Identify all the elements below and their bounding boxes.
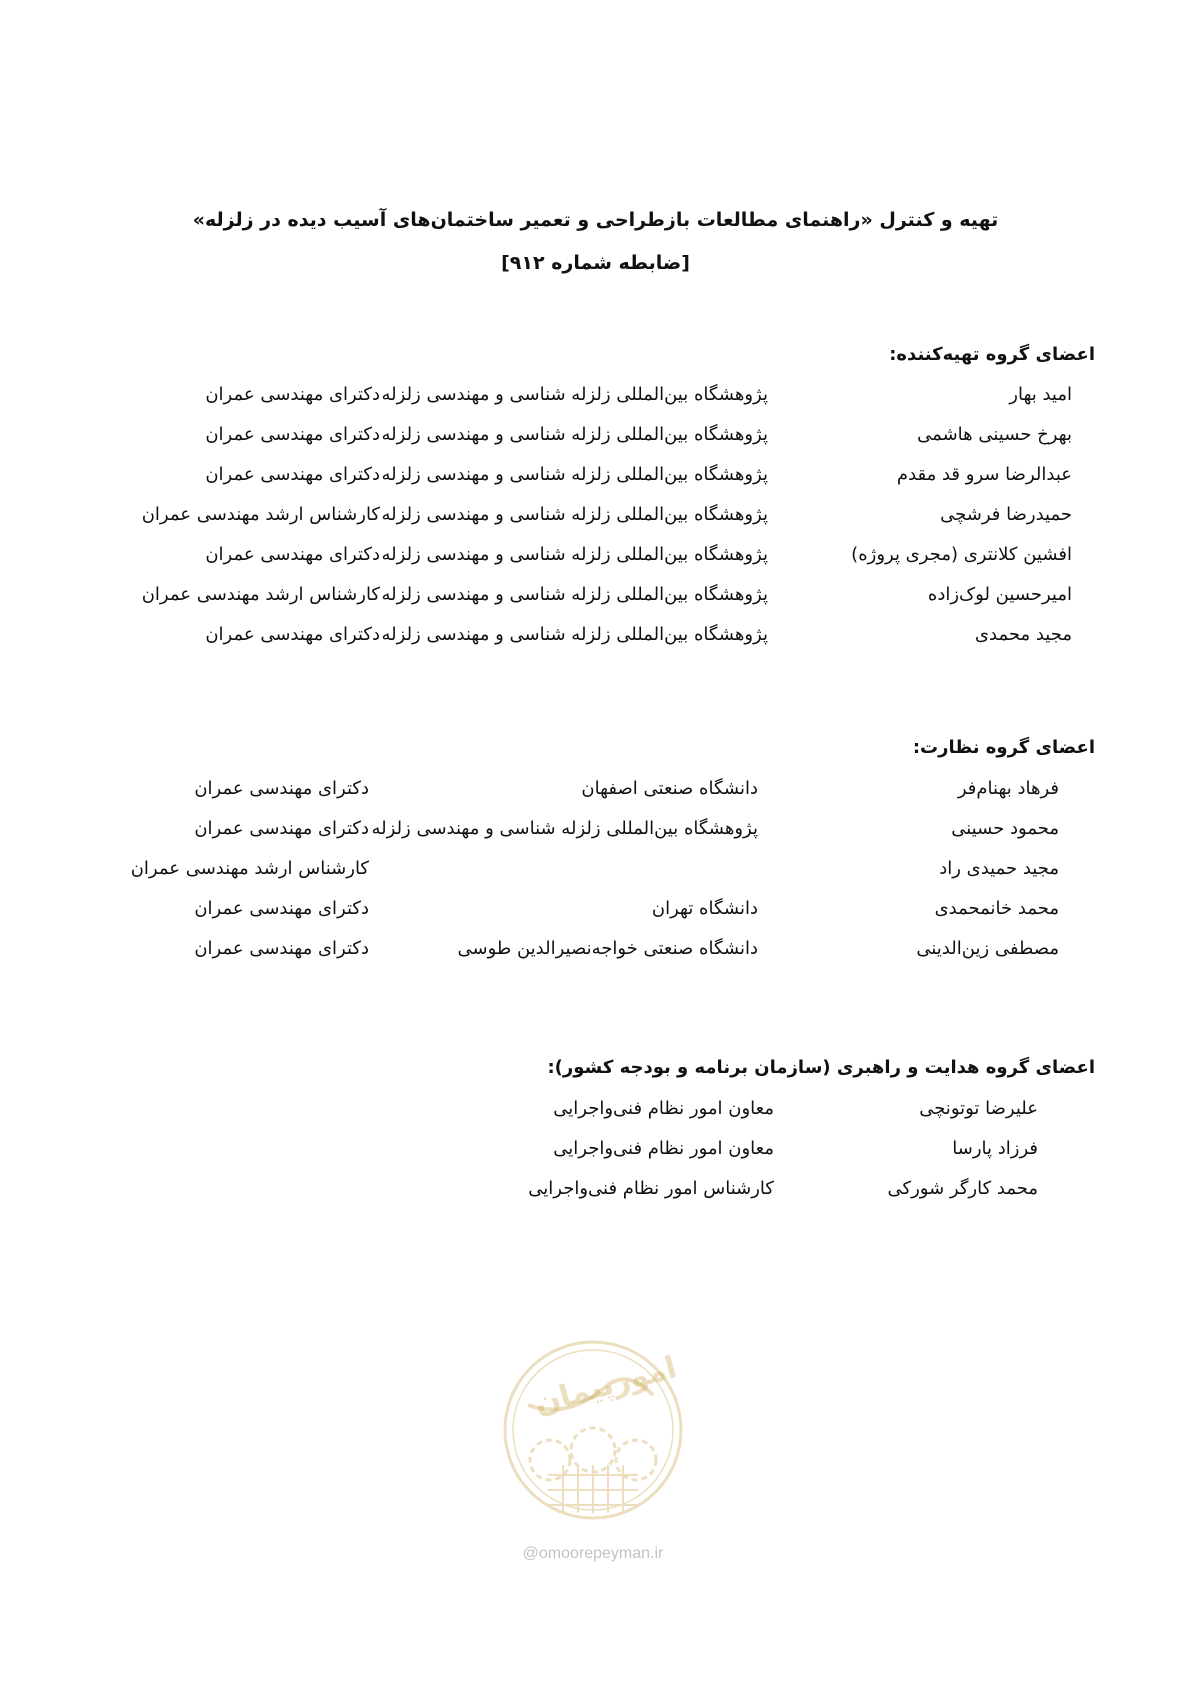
member-name: محمد خانمحمدی: [934, 898, 1059, 919]
member-degree: دکترای مهندسی عمران: [194, 898, 369, 919]
member-organization: دانشگاه تهران: [651, 898, 758, 919]
member-organization: پژوهشگاه بین‌المللی زلزله شناسی و مهندسی زلزله: [371, 818, 758, 839]
member-degree: دکترای مهندسی عمران: [194, 778, 369, 799]
member-name: فرزاد پارسا: [952, 1138, 1038, 1159]
member-name: مجید محمدی: [974, 624, 1072, 645]
member-name: فرهاد بهنام‌فر: [957, 778, 1059, 799]
member-name: محمد کارگر شورکی: [887, 1178, 1038, 1199]
member-name: علیرضا توتونچی: [919, 1098, 1038, 1119]
member-degree: دکترای مهندسی عمران: [205, 464, 380, 485]
member-organization: پژوهشگاه بین‌المللی زلزله شناسی و مهندسی زلزله: [381, 464, 768, 485]
document-title: تهیه و کنترل «راهنمای مطالعات بازطراحی و تعمیر ساختمان‌های آسیب دیده در زلزله»: [192, 209, 999, 231]
member-name: حمیدرضا فرشچی: [940, 504, 1072, 525]
member-name: محمود حسینی: [951, 818, 1059, 839]
member-degree: دکترای مهندسی عمران: [205, 384, 380, 405]
member-name: افشین کلانتری (مجری پروژه): [851, 544, 1072, 565]
document-subtitle: [ضابطه شماره ۹۱۲]: [501, 252, 690, 274]
member-degree: دکترای مهندسی عمران: [194, 938, 369, 959]
member-organization: پژوهشگاه بین‌المللی زلزله شناسی و مهندسی زلزله: [381, 624, 768, 645]
member-role: کارشناس امور نظام فنی‌واجرایی: [528, 1178, 774, 1199]
member-organization: پژوهشگاه بین‌المللی زلزله شناسی و مهندسی زلزله: [381, 384, 768, 405]
member-name: مجید حمیدی راد: [939, 858, 1059, 879]
member-degree: کارشناس ارشد مهندسی عمران: [141, 504, 380, 525]
prep-group-heading: اعضای گروه تهیه‌کننده:: [889, 344, 1095, 365]
watermark-url: @omoorepeyman.ir: [522, 1545, 664, 1562]
member-organization: پژوهشگاه بین‌المللی زلزله شناسی و مهندسی زلزله: [381, 424, 768, 445]
member-role: معاون امور نظام فنی‌واجرایی: [553, 1138, 774, 1159]
member-degree: دکترای مهندسی عمران: [205, 544, 380, 565]
member-role: معاون امور نظام فنی‌واجرایی: [553, 1098, 774, 1119]
supervision-group-heading: اعضای گروه نظارت:: [912, 737, 1095, 758]
watermark-logo-text: امورپیمان: [530, 1350, 681, 1422]
member-name: مصطفی زین‌الدینی: [916, 938, 1059, 959]
member-organization: پژوهشگاه بین‌المللی زلزله شناسی و مهندسی زلزله: [381, 584, 768, 605]
member-name: بهرخ حسینی هاشمی: [917, 424, 1072, 445]
omoorepeyman-watermark-logo: [478, 1325, 708, 1575]
member-organization: دانشگاه صنعتی اصفهان: [581, 778, 758, 799]
member-organization: دانشگاه صنعتی خواجه‌نصیرالدین طوسی: [457, 938, 758, 959]
member-organization: پژوهشگاه بین‌المللی زلزله شناسی و مهندسی زلزله: [381, 544, 768, 565]
member-name: امید بهار: [1009, 384, 1072, 405]
member-degree: دکترای مهندسی عمران: [205, 424, 380, 445]
member-degree: کارشناس ارشد مهندسی عمران: [130, 858, 369, 879]
member-degree: کارشناس ارشد مهندسی عمران: [141, 584, 380, 605]
guidance-group-heading: اعضای گروه هدایت و راهبری (سازمان برنامه و بودجه کشور):: [547, 1057, 1095, 1078]
member-organization: پژوهشگاه بین‌المللی زلزله شناسی و مهندسی زلزله: [381, 504, 768, 525]
member-degree: دکترای مهندسی عمران: [205, 624, 380, 645]
member-name: امیرحسین لوک‌زاده: [927, 584, 1072, 605]
member-name: عبدالرضا سرو قد مقدم: [896, 464, 1072, 485]
member-degree: دکترای مهندسی عمران: [194, 818, 369, 839]
